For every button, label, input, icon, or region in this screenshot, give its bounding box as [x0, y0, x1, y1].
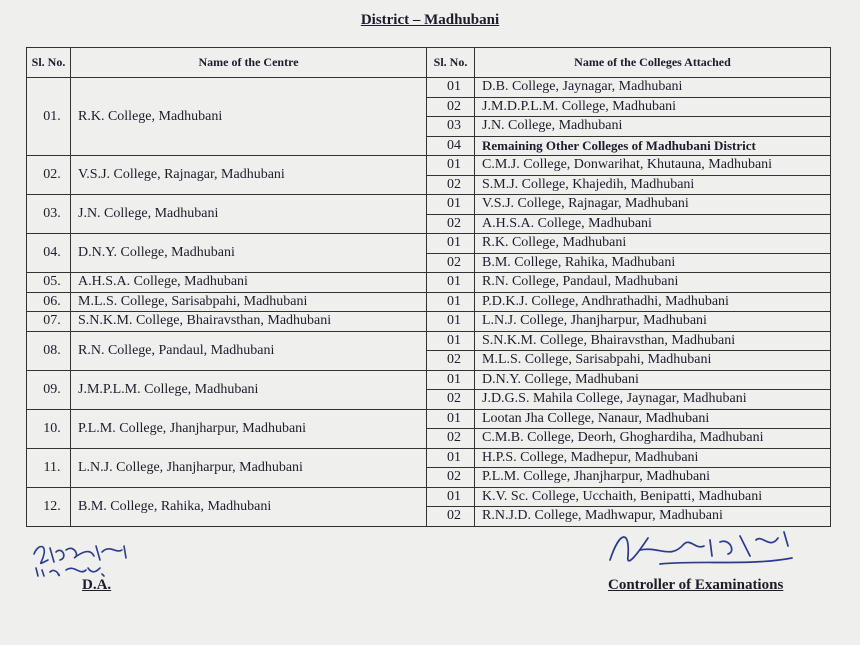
college-name: J.D.G.S. Mahila College, Jaynagar, Madhubani [475, 390, 831, 410]
centre-name: S.N.K.M. College, Bhairavsthan, Madhubani [71, 312, 427, 332]
college-name: K.V. Sc. College, Ucchaith, Benipatti, Madhubani [475, 487, 831, 507]
table-row [27, 234, 831, 254]
college-name: V.S.J. College, Rajnagar, Madhubani [475, 195, 831, 215]
centre-name: J.N. College, Madhubani [71, 195, 427, 234]
da-signature [30, 540, 150, 582]
centre-name: R.N. College, Pandaul, Madhubani [71, 331, 427, 370]
centre-name: P.L.M. College, Jhanjharpur, Madhubani [71, 409, 427, 448]
college-name: Lootan Jha College, Nanaur, Madhubani [475, 409, 831, 429]
centre-sl: 06. [27, 292, 71, 312]
college-sl: 01 [427, 448, 475, 468]
centre-name: J.M.P.L.M. College, Madhubani [71, 370, 427, 409]
table-row [27, 487, 831, 507]
college-name: D.B. College, Jaynagar, Madhubani [475, 78, 831, 98]
college-sl: 01 [427, 234, 475, 254]
header-centre: Name of the Centre [71, 48, 427, 78]
college-sl: 01 [427, 156, 475, 176]
table-header-row [27, 48, 831, 78]
college-sl: 02 [427, 253, 475, 273]
table-row [27, 312, 831, 332]
controller-label: Controller of Examinations [608, 577, 784, 593]
college-name: H.P.S. College, Madhepur, Madhubani [475, 448, 831, 468]
college-sl: 01 [427, 312, 475, 332]
college-sl: 01 [427, 487, 475, 507]
college-name: A.H.S.A. College, Madhubani [475, 214, 831, 234]
table-row [27, 195, 831, 215]
header-college-sl: Sl. No. [427, 48, 475, 78]
centre-sl: 05. [27, 273, 71, 293]
college-sl: 01 [427, 409, 475, 429]
centre-name: R.K. College, Madhubani [71, 78, 427, 156]
centre-sl: 03. [27, 195, 71, 234]
college-name: D.N.Y. College, Madhubani [475, 370, 831, 390]
college-sl: 02 [427, 390, 475, 410]
college-name: Remaining Other Colleges of Madhubani District [475, 136, 831, 156]
college-name: P.L.M. College, Jhanjharpur, Madhubani [475, 468, 831, 488]
centres-table [26, 47, 831, 527]
college-name: C.M.B. College, Deorh, Ghoghardiha, Madhubani [475, 429, 831, 449]
table-row [27, 448, 831, 468]
college-sl: 04 [427, 136, 475, 156]
college-sl: 02 [427, 97, 475, 117]
college-sl: 01 [427, 331, 475, 351]
table-row [27, 156, 831, 176]
table-row [27, 370, 831, 390]
centre-sl: 01. [27, 78, 71, 156]
college-sl: 01 [427, 370, 475, 390]
college-sl: 02 [427, 175, 475, 195]
college-sl: 01 [427, 273, 475, 293]
centre-sl: 11. [27, 448, 71, 487]
centre-name: B.M. College, Rahika, Madhubani [71, 487, 427, 526]
table-row [27, 331, 831, 351]
college-name: R.N.J.D. College, Madhwapur, Madhubani [475, 507, 831, 527]
college-name: P.D.K.J. College, Andhrathadhi, Madhubani [475, 292, 831, 312]
college-name: S.N.K.M. College, Bhairavsthan, Madhubani [475, 331, 831, 351]
college-sl: 02 [427, 351, 475, 371]
table-row [27, 78, 831, 98]
table-row [27, 273, 831, 293]
college-sl: 02 [427, 214, 475, 234]
header-colleges: Name of the Colleges Attached [475, 48, 831, 78]
college-name: R.N. College, Pandaul, Madhubani [475, 273, 831, 293]
controller-signature [600, 520, 800, 580]
page-title: District – Madhubani [360, 12, 500, 28]
college-sl: 01 [427, 78, 475, 98]
college-sl: 02 [427, 468, 475, 488]
table-row [27, 292, 831, 312]
college-name: L.N.J. College, Jhanjharpur, Madhubani [475, 312, 831, 332]
college-name: J.N. College, Madhubani [475, 117, 831, 137]
college-sl: 02 [427, 429, 475, 449]
centre-name: D.N.Y. College, Madhubani [71, 234, 427, 273]
table-row [27, 409, 831, 429]
college-name: S.M.J. College, Khajedih, Madhubani [475, 175, 831, 195]
centre-name: V.S.J. College, Rajnagar, Madhubani [71, 156, 427, 195]
centre-sl: 10. [27, 409, 71, 448]
college-name: M.L.S. College, Sarisabpahi, Madhubani [475, 351, 831, 371]
college-name: R.K. College, Madhubani [475, 234, 831, 254]
college-name: B.M. College, Rahika, Madhubani [475, 253, 831, 273]
college-sl: 03 [427, 117, 475, 137]
centre-name: M.L.S. College, Sarisabpahi, Madhubani [71, 292, 427, 312]
centre-name: A.H.S.A. College, Madhubani [71, 273, 427, 293]
centre-sl: 04. [27, 234, 71, 273]
header-sl: Sl. No. [27, 48, 71, 78]
college-sl: 01 [427, 292, 475, 312]
da-label: D.A. [82, 577, 112, 593]
centre-name: L.N.J. College, Jhanjharpur, Madhubani [71, 448, 427, 487]
centre-sl: 07. [27, 312, 71, 332]
centre-sl: 02. [27, 156, 71, 195]
college-sl: 02 [427, 507, 475, 527]
table-body [27, 78, 831, 527]
college-name: J.M.D.P.L.M. College, Madhubani [475, 97, 831, 117]
centre-sl: 09. [27, 370, 71, 409]
college-name: C.M.J. College, Donwarihat, Khutauna, Madhubani [475, 156, 831, 176]
centre-sl: 08. [27, 331, 71, 370]
college-sl: 01 [427, 195, 475, 215]
centre-sl: 12. [27, 487, 71, 526]
